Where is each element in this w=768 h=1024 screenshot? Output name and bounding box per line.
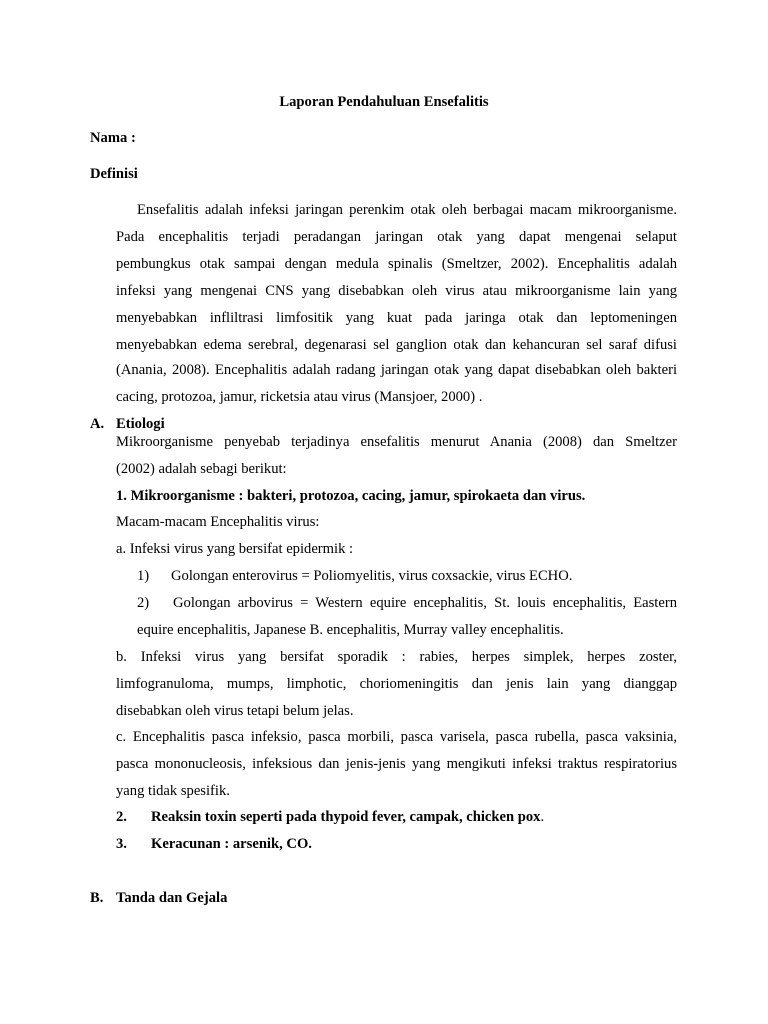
item-2-number: 2.	[116, 809, 127, 825]
sub-num-1-text: Golongan enterovirus = Poliomyelitis, virus coxsackie, virus ECHO.	[171, 568, 573, 584]
sub-b-line: limfogranuloma, mumps, limphotic, choriomeningitis dan jenis lain yang dianggap	[116, 676, 677, 692]
item-1: 1. Mikroorganisme : bakteri, protozoa, cacing, jamur, spirokaeta dan virus.	[116, 488, 586, 504]
definisi-heading: Definisi	[90, 166, 138, 182]
sub-c-line: pasca mononucleosis, infeksious dan jenis-jenis yang mengikuti infeksi traktus respiratorius	[116, 756, 677, 772]
nama-label: Nama :	[90, 130, 136, 146]
etiologi-line: Mikroorganisme penyebab terjadinya ensefalitis menurut Anania (2008) dan Smeltzer	[116, 434, 677, 450]
sub-a: a. Infeksi virus yang bersifat epidermik :	[116, 541, 354, 557]
definisi-line: cacing, protozoa, jamur, ricketsia atau virus (Mansjoer, 2000) .	[116, 389, 483, 405]
item-2	[151, 809, 544, 826]
section-a-heading: Etiologi	[116, 416, 165, 432]
section-b-heading: Tanda dan Gejala	[116, 890, 228, 906]
definisi-line: pembungkus otak sampai dengan medula spinalis (Smeltzer, 2002). Encephalitis adalah	[116, 256, 677, 272]
item-3-number: 3.	[116, 836, 127, 852]
section-b-letter: B.	[90, 890, 104, 906]
etiologi-line: (2002) adalah sebagi berikut:	[116, 461, 287, 477]
definisi-line: menyebabkan infliltrasi limfositik yang kuat pada jaringa otak dan leptomeningen	[116, 310, 677, 326]
item-2-text: Reaksin toxin seperti pada thypoid fever, campak, chicken pox	[151, 809, 541, 825]
definisi-line: Pada encephalitis terjadi peradangan jaringan otak yang dapat mengenai selaput	[116, 229, 677, 245]
page-title: Laporan Pendahuluan Ensefalitis	[279, 94, 489, 110]
definisi-line: (Anania, 2008). Encephalitis adalah radang jaringan otak yang dapat disebabkan oleh bakteri	[116, 362, 677, 378]
sub-b-line: b. Infeksi virus yang bersifat sporadik : rabies, herpes simplek, herpes zoster,	[116, 649, 677, 665]
sub-c-line: yang tidak spesifik.	[116, 783, 230, 799]
sub-num-2-cont: equire encephalitis, Japanese B. encephalitis, Murray valley encephalitis.	[137, 622, 564, 638]
definisi-line: menyebabkan edema serebral, degenarasi sel ganglion otak dan kehancuran sel saraf difusi	[116, 337, 677, 353]
sub-num-1: 1)	[137, 568, 150, 584]
sub-c-line: c. Encephalitis pasca infeksio, pasca morbili, pasca varisela, pasca rubella, pasca vaksinia,	[116, 729, 677, 745]
sub-num-2-text: Golongan arbovirus = Western equire encephalitis, St. louis encephalitis, Eastern	[173, 595, 677, 611]
definisi-line: infeksi yang mengenai CNS yang disebabkan oleh virus atau mikroorganisme lain yang	[116, 283, 677, 299]
sub-num-2: 2)	[137, 595, 150, 611]
item-3-text: Keracunan : arsenik, CO.	[151, 836, 312, 852]
sub-b-line: disebabkan oleh virus tetapi belum jelas.	[116, 703, 354, 719]
item-2-period: .	[540, 809, 545, 825]
section-a-letter: A.	[90, 416, 105, 432]
macam-line: Macam-macam Encephalitis virus:	[116, 514, 320, 530]
definisi-line: Ensefalitis adalah infeksi jaringan perenkim otak oleh berbagai macam mikroorganisme.	[137, 202, 677, 218]
